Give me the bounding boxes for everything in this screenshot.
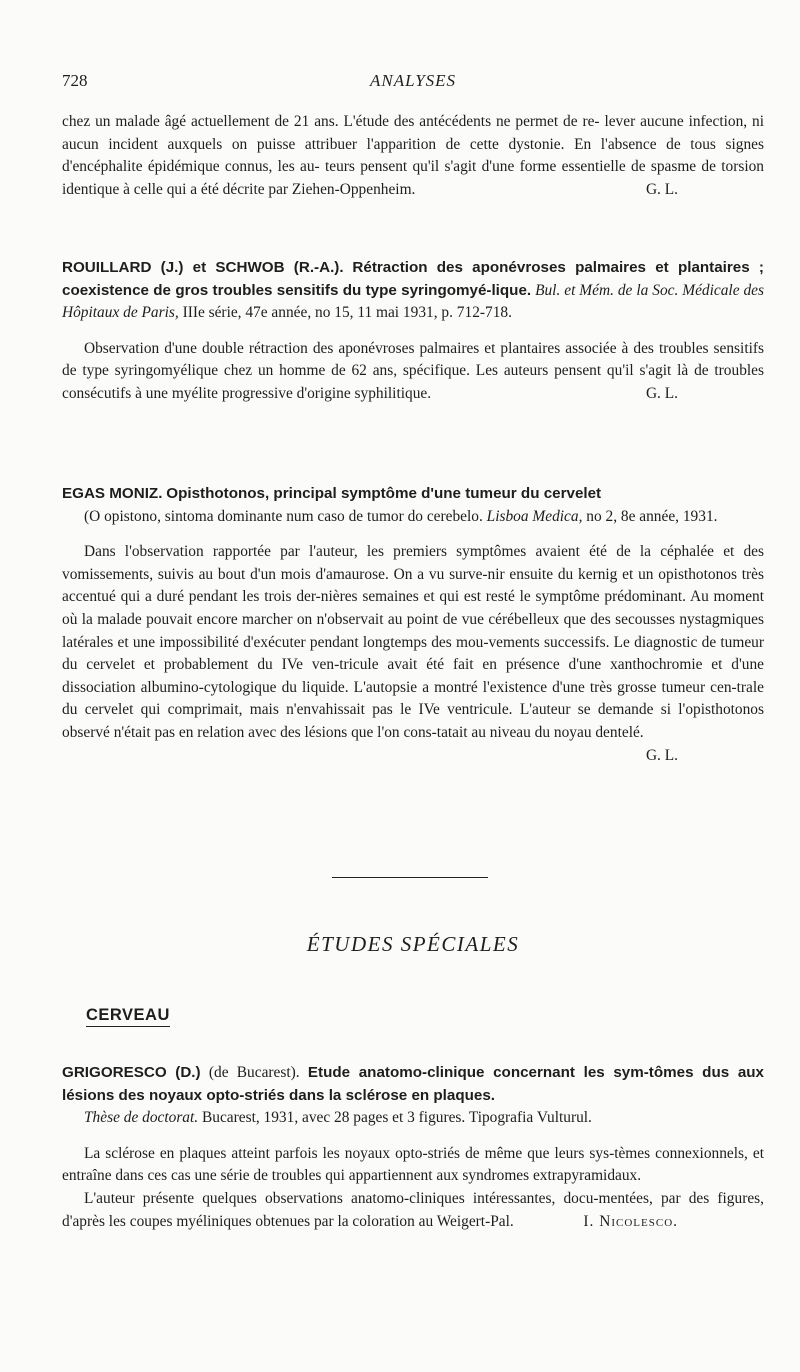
signature: G. L. <box>645 180 678 198</box>
page-number: 728 <box>62 71 88 90</box>
entry-abstract: L'auteur présente quelques observations anatomo-cliniques intéressantes, docu-mentées, par des figures, d'après les coupes myéliniques obtenues par la coloration au Weigert-Pal. I. Nicolesco. <box>62 1188 764 1233</box>
citation: IIIe série, 47e année, no 15, 11 mai 1931, p. 712-718. <box>182 304 512 322</box>
section-divider <box>332 877 488 878</box>
section-title: ÉTUDES SPÉCIALES <box>306 932 520 956</box>
abstract-entry-continuation <box>62 111 764 201</box>
entry-reference <box>62 506 764 529</box>
entry-heading <box>62 1062 764 1107</box>
citation: no 2, 8e année, 1931. <box>586 507 718 525</box>
entry-authors: GRIGORESCO (D.) <box>62 1064 201 1081</box>
abstract-entry <box>62 483 764 767</box>
entry-title: Etude anatomo-clinique concernant les sym-tômes dus aux lésions des noyaux opto-striés dans la sclérose en plaques. <box>62 1064 764 1104</box>
running-header <box>62 71 764 95</box>
entry-authors: ROUILLARD (J.) et SCHWOB (R.-A.). <box>62 259 344 276</box>
journal-name: Bul. et Mém. de la Soc. Médicale des Hôpitaux de Paris, <box>62 281 764 322</box>
signature: G. L. <box>645 746 678 764</box>
signature: G. L. <box>645 384 678 402</box>
entry-abstract: Observation d'une double rétraction des aponévroses palmaires et plantaires associée à des troubles sensitifs de type syringomyélique chez un homme de 62 ans, spécifique. Les auteurs pensent qu'il s'agit là de troubles consécutifs à une myélite progressive d'origine syphilitique. G. L. <box>62 338 764 406</box>
entry-heading <box>62 483 764 506</box>
entry-abstract: La sclérose en plaques atteint parfois les noyaux opto-striés de même que leurs sys-tèmes connexionnels, et entraîne dans ces cas une série de troubles qui appartiennent aux syndromes extrapyramidaux. <box>62 1144 764 1185</box>
entry-authors: EGAS MONIZ. <box>62 485 163 502</box>
abstract-entry <box>62 1062 764 1233</box>
entry-title: Opisthotonos, principal symptôme d'une tumeur du cervelet <box>166 485 602 502</box>
abstract-entry <box>62 257 764 406</box>
running-title: ANALYSES <box>369 71 457 90</box>
entry-title: Rétraction des aponévroses palmaires et plantaires ; coexistence de gros troubles sensitifs du type syringomyé-lique. <box>62 259 764 299</box>
citation: Bucarest, 1931, avec 28 pages et 3 figures. Tipografia Vulturul. <box>202 1109 592 1127</box>
original-title: (O opistono, sintoma dominante num caso de tumor do cerebelo. <box>84 507 483 525</box>
entry-reference <box>62 1107 764 1130</box>
journal-name: Lisboa Medica, <box>486 507 583 525</box>
subsection-heading: CERVEAU <box>86 1005 170 1027</box>
entry1-text: chez un malade âgé actuellement de 21 ans. L'étude des antécédents ne permet de re- lever aucune infection, ni aucun incident auxquels on puisse attribuer l'apparition de cette dystonie. En l'absence de tous signes d'encéphalite épidémique connus, les au- teurs pensent qu'il s'agit d'une forme essentielle de spasme de torsion identique à celle qui a été décrite par Ziehen-Oppenheim. G. L. <box>62 111 764 201</box>
signature: I. Nicolesco. <box>583 1212 678 1230</box>
entry-heading <box>62 257 764 325</box>
affiliation: (de Bucarest). <box>208 1064 300 1081</box>
entry-abstract: Dans l'observation rapportée par l'auteur, les premiers symptômes avaient été de la céphalée et des vomissements, suivis au bout d'un mois d'amaurose. On a vu surve-nir ensuite du kernig et un opisthotonos très accentué qui a duré pendant les trois der-nières semaines et qui est resté le symptôme prédominant. Au moment où la malade pouvait encore marcher on n'observait au point de vue cérébelleux que des secousses nystagmiques latérales et une impossibilité d'exécuter pendant longtemps des mou-vements successifs. Le diagnostic de tumeur du cervelet et probablement du IVe ven-tricule avait été fait en présence d'une xanthochromie et d'une dissociation albumino-cytologique du liquide. L'autopsie a montré l'existence d'une très grosse tumeur cen-trale du cervelet qui comprimait, mais n'envahissait pas le IVe ventricule. L'auteur se demande si l'opisthotonos observé n'était pas en relation avec des lésions que l'on cons-tatait au niveau du noyau dentelé. G. L. <box>62 541 764 744</box>
thesis-label: Thèse de doctorat. <box>84 1109 199 1127</box>
